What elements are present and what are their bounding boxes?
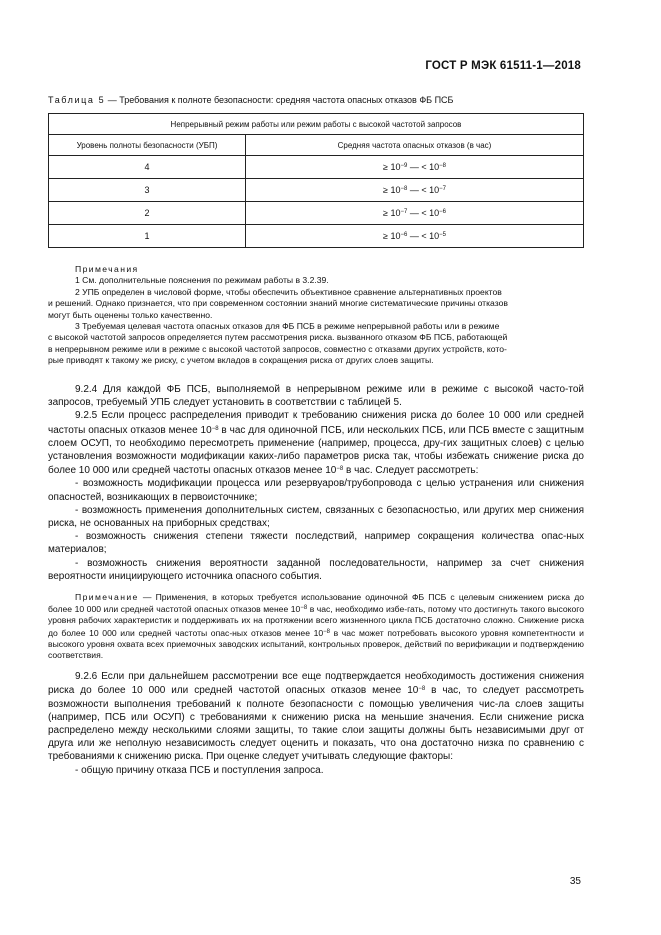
- frequency-range-cell: ≥ $10^{-9}$ — < $10^{-8}$: [246, 156, 584, 179]
- table-column-header-sil: Уровень полноты безопасности (УБП): [49, 135, 246, 156]
- note-2-line-1: 2 УПБ определен в числовой форме, чтобы обеспечить объективное сравнение альтернативных проектов: [75, 286, 502, 297]
- paragraph-9-2-4: 9.2.4 Для каждой ФБ ПСБ, выполняемой в непрерывном режиме или в режиме с высокой часто-той запросов, требуемый УПБ следует установить в соответствии с таблицей 5.: [48, 384, 584, 409]
- sil-level-cell: 2: [49, 202, 246, 225]
- paragraph-9-2-5: 9.2.5 Если процесс распределения приводит к требованию снижения риска до более 10 000 или средней частоты опасных отказов менее $10^{-8}$ в час для одиночной ПСБ, или нескольких ПСБ, или ПСБ вместе с защитным слоем ОСУП, то необходимо пересмотреть применение (например, процесса, дру-гих защитных слоев) с целью установления возможности модификации каких-либо параметров риска так, чтобы избежать снижение риска до более 10 000 или средней частоты опасных отказов менее $10^{-8}$ в час. Следует рассмотреть:: [48, 410, 584, 477]
- table-row: [49, 156, 584, 179]
- table-notes: [48, 264, 584, 367]
- list-item: - общую причину отказа ПСБ и поступления запроса.: [75, 764, 324, 776]
- note-2-line-2: и решений. Однако признается, что при современном состоянии знаний многие систематические причины отказов: [48, 298, 508, 309]
- frequency-range-cell: ≥ $10^{-8}$ — < $10^{-7}$: [246, 179, 584, 202]
- sil-level-cell: 3: [49, 179, 246, 202]
- table-row: [49, 179, 584, 202]
- note-3-line-1: 3 Требуемая целевая частота опасных отказов для ФБ ПСБ в режиме непрерывной работы или в режиме: [75, 321, 500, 332]
- list-item: - возможность снижения степени тяжести последствий, например сокращения количества опас-ных материалов;: [48, 531, 584, 556]
- list-item: - возможность применения дополнительных систем, связанных с безопасностью, или других мер снижения риска, не основанных на приборных средствах;: [48, 504, 584, 530]
- table-column-header-frequency: Средняя частота опасных отказов (в час): [246, 135, 584, 156]
- note-2-line-3: могут быть оценены только качественно.: [48, 309, 213, 320]
- page-number: 35: [569, 876, 581, 887]
- table-caption-label: Таблица 5: [48, 95, 106, 105]
- list-item: - возможность модификации процесса или резервуаров/трубопровода с целью устранения или снижения опасностей, возникающих в первоисточнике;: [48, 478, 584, 503]
- list-item: - возможность снижения вероятности заданной последовательности, например за счет снижения вероятности инициирующего источника опасного события.: [48, 557, 584, 582]
- notes-title: Примечания: [75, 264, 139, 274]
- note-3-line-3: в непрерывном режиме или в режиме с высокой частотой запросов, совместно с отказами других устройств, кото-: [48, 343, 507, 354]
- frequency-range-cell: ≥ $10^{-7}$ — < $10^{-6}$: [246, 202, 584, 225]
- frequency-range-cell: ≥ $10^{-6}$ — < $10^{-5}$: [246, 225, 584, 248]
- note-3-line-4: рые приводят к такому же риску, с учетом вкладов в сокращения риска от других слоев защиты.: [48, 355, 434, 366]
- paragraph-9-2-6: 9.2.6 Если при дальнейшем рассмотрении все еще подтверждается необходимость достижения снижения риска до более 10 000 или средней частотой опасных отказов менее $10^{-8}$ в час, то следует рассмотреть возможности выполнения требований к полноте безопасности с помощью увеличения чис-ла слоев защиты (например, ПСБ или ОСУП) с требованиями к снижению риска на меньшие значения. Если снижение риска распределено между несколькими слоями защиты, то такие слои защиты должны быть независимыми друг от друга или же неполную независимость следует оценить и показать, что она достаточно низка по сравнению с требованиями к снижению риска. При оценке следует учитывать следующие факторы:: [48, 671, 584, 763]
- sil-level-cell: 1: [49, 225, 246, 248]
- table-row: [49, 202, 584, 225]
- note-label: Примечание: [75, 592, 139, 603]
- note-paragraph: Примечание — Применения, в которых требуется использование одиночной ФБ ПСБ с целевым снижением риска до более 10 000 или средней частотой опасных отказов менее $10^{-8}$ в час, необходимо избе-гать, потому что достигнуть такого высокого уровня рабочих характеристик и поддерживать их на протяжении всего жизненного цикла ПСБ достаточно сложно. Снижение риска до более 10 000 или средней частоты опас-ных отказов менее $10^{-8}$ в час может потребовать высокого уровня компетентности и высокого уровня охвата всех приемочных заводских испытаний, контрольных проверок, действий по верификации и подтверждению соответствия.: [48, 592, 584, 661]
- sil-level-cell: 4: [49, 156, 246, 179]
- table-caption: [48, 95, 608, 105]
- table-top-header: Непрерывный режим работы или режим работы с высокой частотой запросов: [49, 114, 584, 135]
- body-text: [48, 383, 584, 777]
- note-1: 1 См. дополнительные пояснения по режимам работы в 3.2.39.: [75, 275, 329, 286]
- note-3-line-2: с высокой частотой запросов определяется путем рассмотрения риска. вызванного отказом ФБ ПСБ, работающей: [48, 332, 508, 343]
- sil-table: [48, 113, 584, 248]
- table-caption-text: — Требования к полноте безопасности: средняя частота опасных отказов ФБ ПСБ: [105, 95, 454, 105]
- document-header: ГОСТ Р МЭК 61511-1—2018: [425, 60, 581, 72]
- table-row: [49, 225, 584, 248]
